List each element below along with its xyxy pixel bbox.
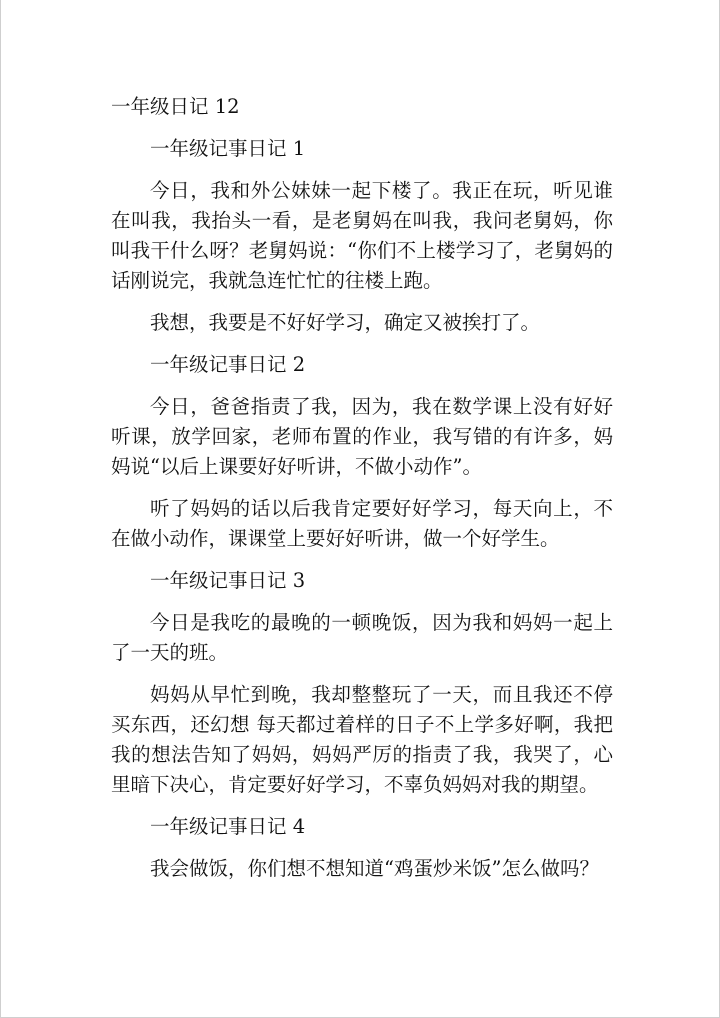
paragraph: 我会做饭，你们想不想知道“鸡蛋炒米饭”怎么做吗？ xyxy=(150,857,599,880)
document-title: 一年级日记 12 xyxy=(111,95,240,118)
paragraph: 我想，我要是不好好学习，确定又被挨打了。 xyxy=(150,311,541,334)
section-heading-4: 一年级记事日记 4 xyxy=(150,815,306,838)
section-heading-1: 一年级记事日记 1 xyxy=(150,137,306,160)
paragraph: 听了妈妈的话以后我肯定要好好学习，每天向上，不在做小动作，课课堂上要好好听讲，做一个好学生。 xyxy=(111,497,613,550)
paragraph: 妈妈从早忙到晚，我却整整玩了一天，而且我还不停买东西，还幻想 每天都过着样的日子不上学多好啊，我把我的想法告知了妈妈，妈妈严厉的指责了我，我哭了，心里暗下决心，肯定要好好学习，不辜负妈妈对我的期望。 xyxy=(111,683,613,796)
document-body xyxy=(111,92,613,896)
section-heading-3: 一年级记事日记 3 xyxy=(150,569,306,592)
paragraph: 今日，爸爸指责了我，因为，我在数学课上没有好好听课，放学回家，老师布置的作业，我写错的有许多，妈妈说“以后上课要好好听讲，不做小动作”。 xyxy=(111,395,613,478)
section-heading-2: 一年级记事日记 2 xyxy=(150,353,306,376)
paragraph: 今日是我吃的最晚的一顿晚饭，因为我和妈妈一起上了一天的班。 xyxy=(111,611,613,664)
paragraph: 今日，我和外公妹妹一起下楼了。我正在玩，听见谁在叫我，我抬头一看，是老舅妈在叫我，我问老舅妈，你叫我干什么呀？老舅妈说：“你们不上楼学习了，老舅妈的话刚说完，我就急连忙忙的往楼上跑。 xyxy=(111,179,613,292)
